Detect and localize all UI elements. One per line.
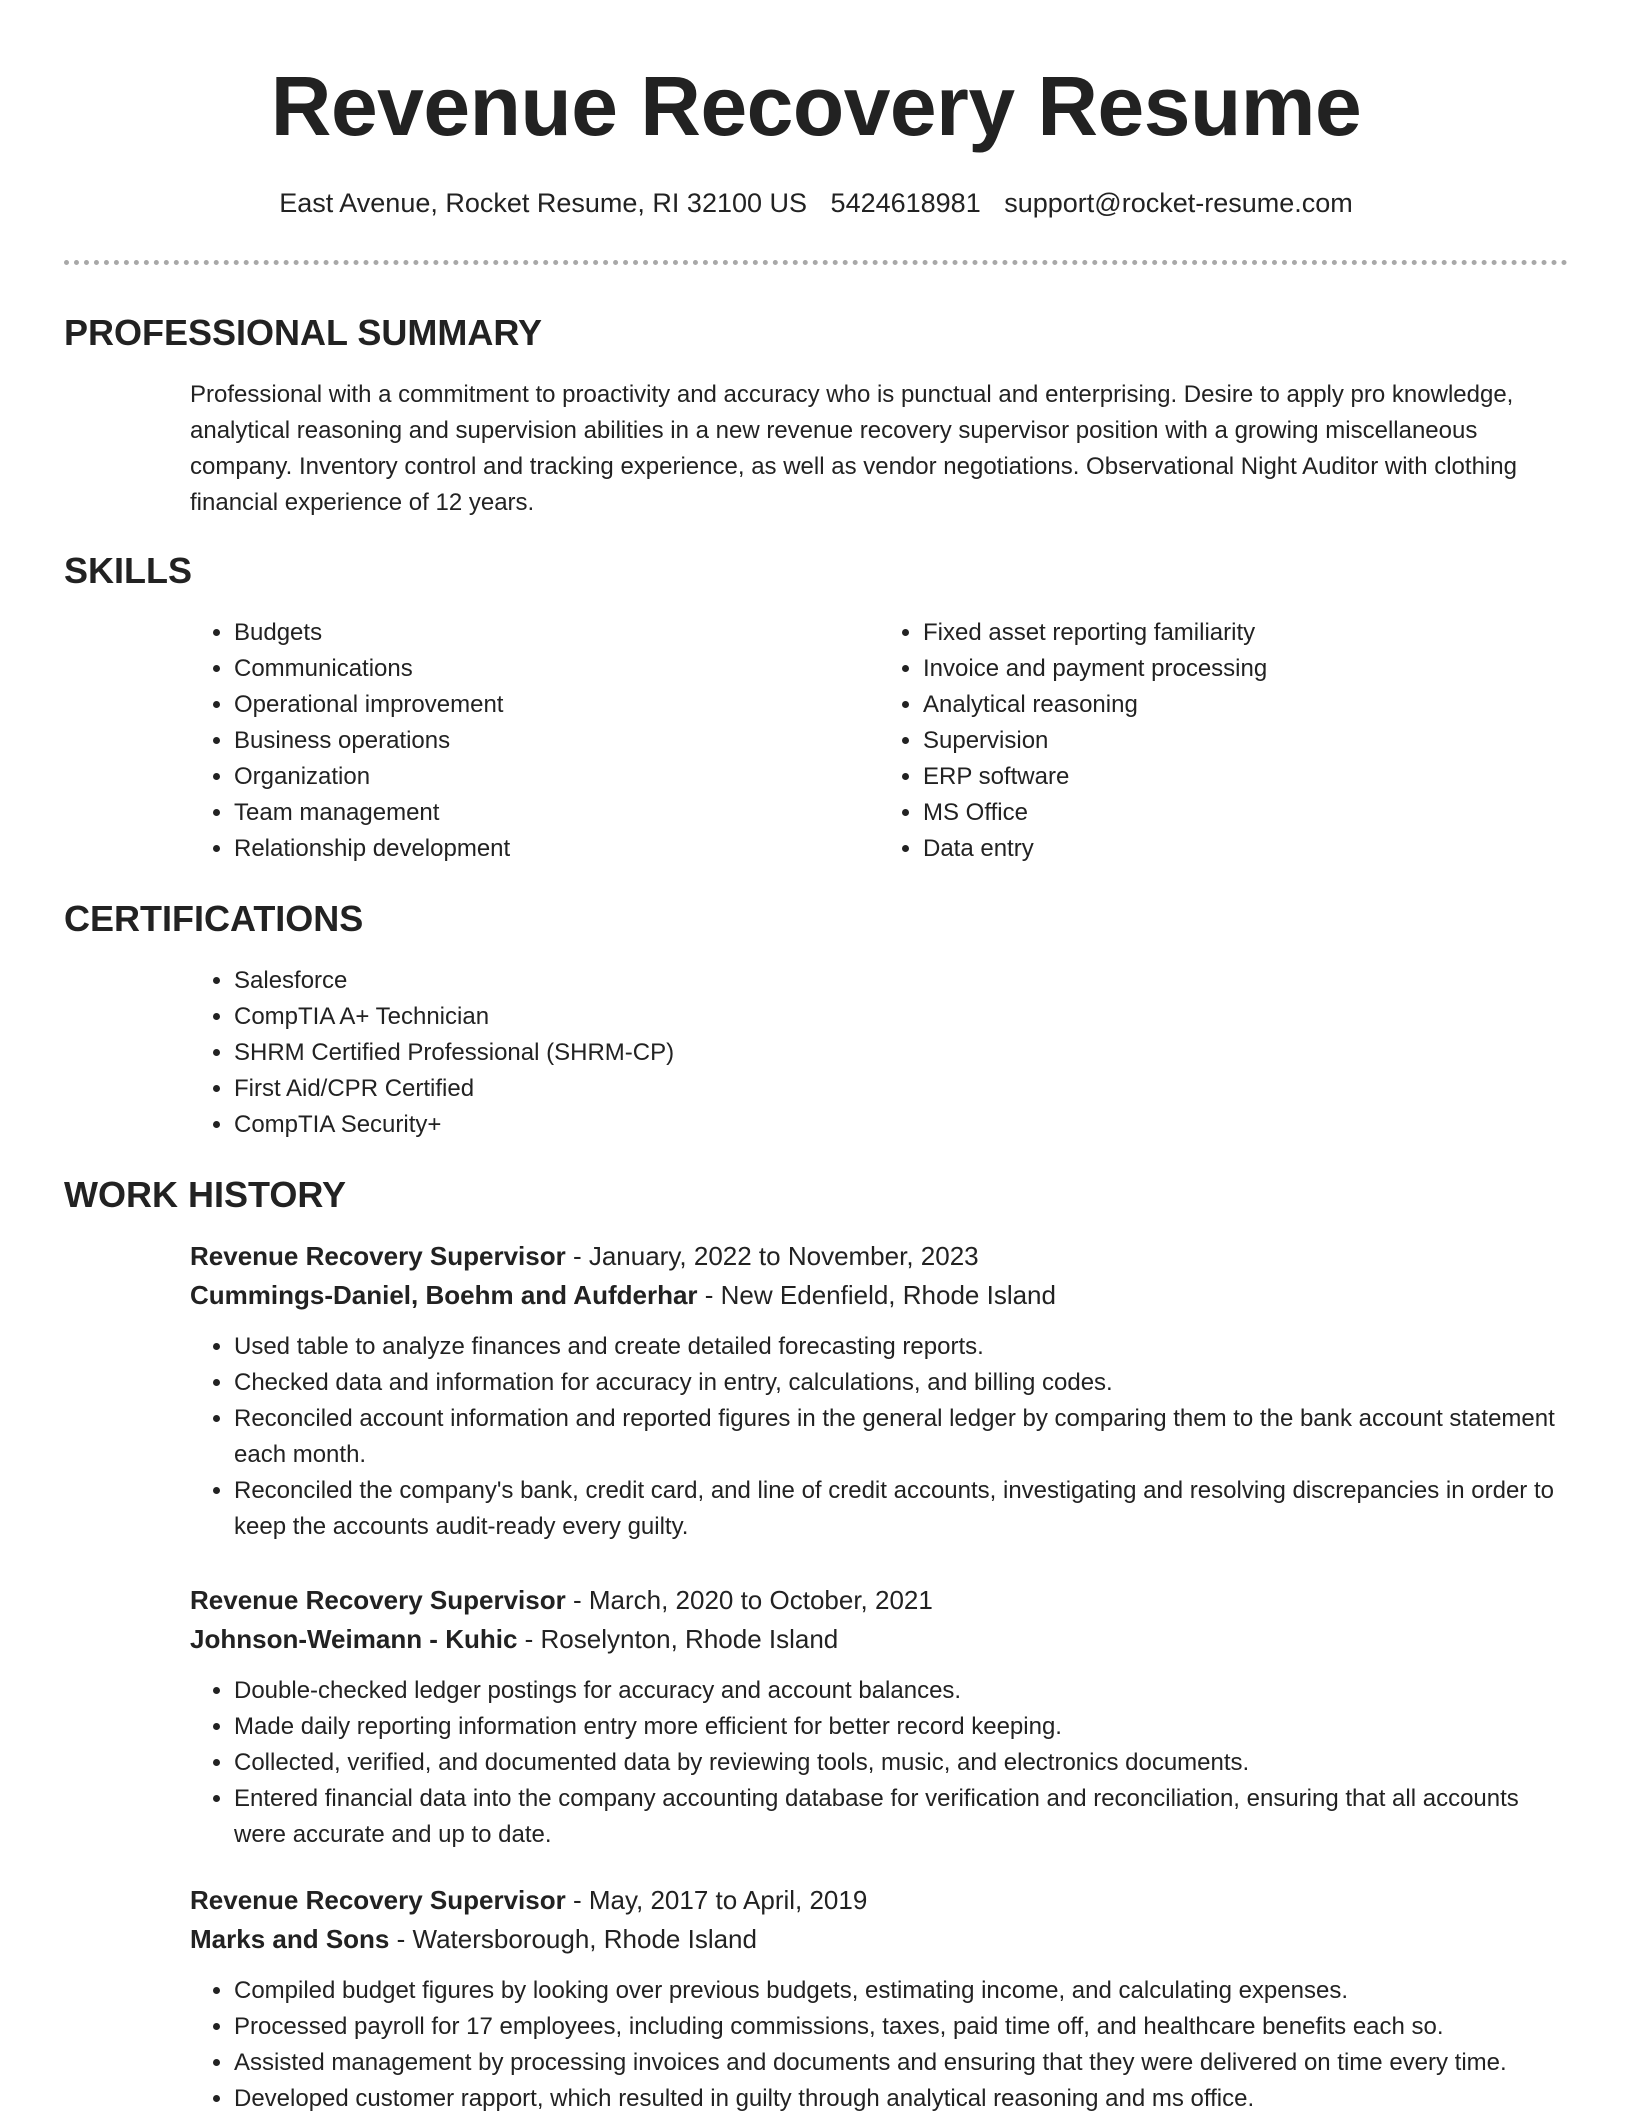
- certification-item: • CompTIA A+ Technician: [234, 999, 1568, 1035]
- job-role-line: [190, 1237, 1568, 1276]
- skills-list-left: [190, 615, 879, 867]
- skill-item: • MS Office: [923, 795, 1568, 831]
- job-duty: • Checked data and information for accuracy in entry, calculations, and billing codes.: [234, 1365, 1568, 1401]
- job-location: - Roselynton, Rhode Island: [517, 1624, 839, 1654]
- work-history-heading: WORK HISTORY: [64, 1174, 347, 1215]
- certifications-heading: CERTIFICATIONS: [64, 898, 364, 939]
- skill-item: • Business operations: [234, 723, 879, 759]
- certifications-list-wrap: [190, 963, 1568, 1143]
- skill-item: • Budgets: [234, 615, 879, 651]
- resume-title: Revenue Recovery Resume: [270, 59, 1362, 153]
- job-dates: - March, 2020 to October, 2021: [565, 1585, 933, 1615]
- job-role: Revenue Recovery Supervisor: [190, 1885, 566, 1915]
- job-duty: • Reconciled account information and reported figures in the general ledger by comparing them to the bank account statement each month.: [234, 1401, 1568, 1473]
- summary-text: Professional with a commitment to proactivity and accuracy who is punctual and enterprising. Desire to apply pro knowledge, analytical reasoning and supervision abilities in a new revenue recovery supervisor position with a growing miscellaneous company. Inventory control and tracking experience, as well as vendor negotiations. Observational Night Auditor with clothing financial experience of 12 years.: [190, 381, 1517, 516]
- job-duty: • Processed payroll for 17 employees, including commissions, taxes, paid time off, and healthcare benefits each so.: [234, 2009, 1568, 2045]
- job-entry: [190, 1581, 1568, 1853]
- skill-item: • Analytical reasoning: [923, 687, 1568, 723]
- job-duty: • Developed customer rapport, which resulted in guilty through analytical reasoning and ms office.: [234, 2081, 1568, 2117]
- skill-item: • Organization: [234, 759, 879, 795]
- skill-item: • Communications: [234, 651, 879, 687]
- job-duties-list: [190, 1673, 1568, 1853]
- contact-line: [64, 186, 1568, 220]
- job-company-line: [190, 1276, 1568, 1315]
- job-role-line: [190, 1581, 1568, 1620]
- job-company: Johnson-Weimann - Kuhic: [190, 1624, 518, 1654]
- summary-heading: PROFESSIONAL SUMMARY: [64, 312, 543, 353]
- job-location: - Watersborough, Rhode Island: [389, 1924, 757, 1954]
- job-role: Revenue Recovery Supervisor: [190, 1241, 566, 1271]
- job-duties-list: [190, 1329, 1568, 1545]
- summary-section: [64, 311, 1568, 521]
- job-company-line: [190, 1620, 1568, 1659]
- skill-item: • Fixed asset reporting familiarity: [923, 615, 1568, 651]
- skill-item: • ERP software: [923, 759, 1568, 795]
- job-duties-list: [190, 1973, 1568, 2117]
- job-entry: [190, 1881, 1568, 2117]
- job-duty: • Collected, verified, and documented data by reviewing tools, music, and electronics documents.: [234, 1745, 1568, 1781]
- job-duty: • Entered financial data into the company accounting database for verification and reconciliation, ensuring that all accounts were accurate and up to date.: [234, 1781, 1568, 1853]
- work-history-section: [64, 1173, 1568, 2117]
- job-duty: • Compiled budget figures by looking over previous budgets, estimating income, and calculating expenses.: [234, 1973, 1568, 2009]
- contact-phone: 5424618981: [830, 188, 981, 218]
- header-divider: [64, 260, 1568, 265]
- job-duty: • Assisted management by processing invoices and documents and ensuring that they were delivered on time every time.: [234, 2045, 1568, 2081]
- job-company: Cummings-Daniel, Boehm and Aufderhar: [190, 1280, 698, 1310]
- contact-address: East Avenue, Rocket Resume, RI 32100 US: [279, 188, 808, 218]
- skills-columns: [190, 615, 1568, 867]
- skills-heading: SKILLS: [64, 550, 193, 591]
- contact-email: support@rocket-resume.com: [1004, 188, 1353, 218]
- certifications-list: [190, 963, 1568, 1143]
- job-role: Revenue Recovery Supervisor: [190, 1585, 566, 1615]
- job-company: Marks and Sons: [190, 1924, 390, 1954]
- certification-item: • CompTIA Security+: [234, 1107, 1568, 1143]
- job-entry: [190, 1237, 1568, 1545]
- skill-item: • Operational improvement: [234, 687, 879, 723]
- skill-item: • Team management: [234, 795, 879, 831]
- skill-item: • Relationship development: [234, 831, 879, 867]
- certification-item: • First Aid/CPR Certified: [234, 1071, 1568, 1107]
- skill-item: • Invoice and payment processing: [923, 651, 1568, 687]
- skill-item: • Supervision: [923, 723, 1568, 759]
- job-dates: - January, 2022 to November, 2023: [565, 1241, 979, 1271]
- skill-item: • Data entry: [923, 831, 1568, 867]
- job-location: - New Edenfield, Rhode Island: [697, 1280, 1056, 1310]
- job-duty: • Used table to analyze finances and create detailed forecasting reports.: [234, 1329, 1568, 1365]
- certifications-section: [64, 897, 1568, 1143]
- job-role-line: [190, 1881, 1568, 1920]
- skills-list-right: [879, 615, 1568, 867]
- job-duty: • Double-checked ledger postings for accuracy and account balances.: [234, 1673, 1568, 1709]
- job-duty: • Reconciled the company's bank, credit card, and line of credit accounts, investigating and resolving discrepancies in order to keep the accounts audit-ready every guilty.: [234, 1473, 1568, 1545]
- certification-item: • SHRM Certified Professional (SHRM-CP): [234, 1035, 1568, 1071]
- job-company-line: [190, 1920, 1568, 1959]
- skills-section: [64, 549, 1568, 867]
- job-duty: • Made daily reporting information entry more efficient for better record keeping.: [234, 1709, 1568, 1745]
- job-dates: - May, 2017 to April, 2019: [565, 1885, 868, 1915]
- certification-item: • Salesforce: [234, 963, 1568, 999]
